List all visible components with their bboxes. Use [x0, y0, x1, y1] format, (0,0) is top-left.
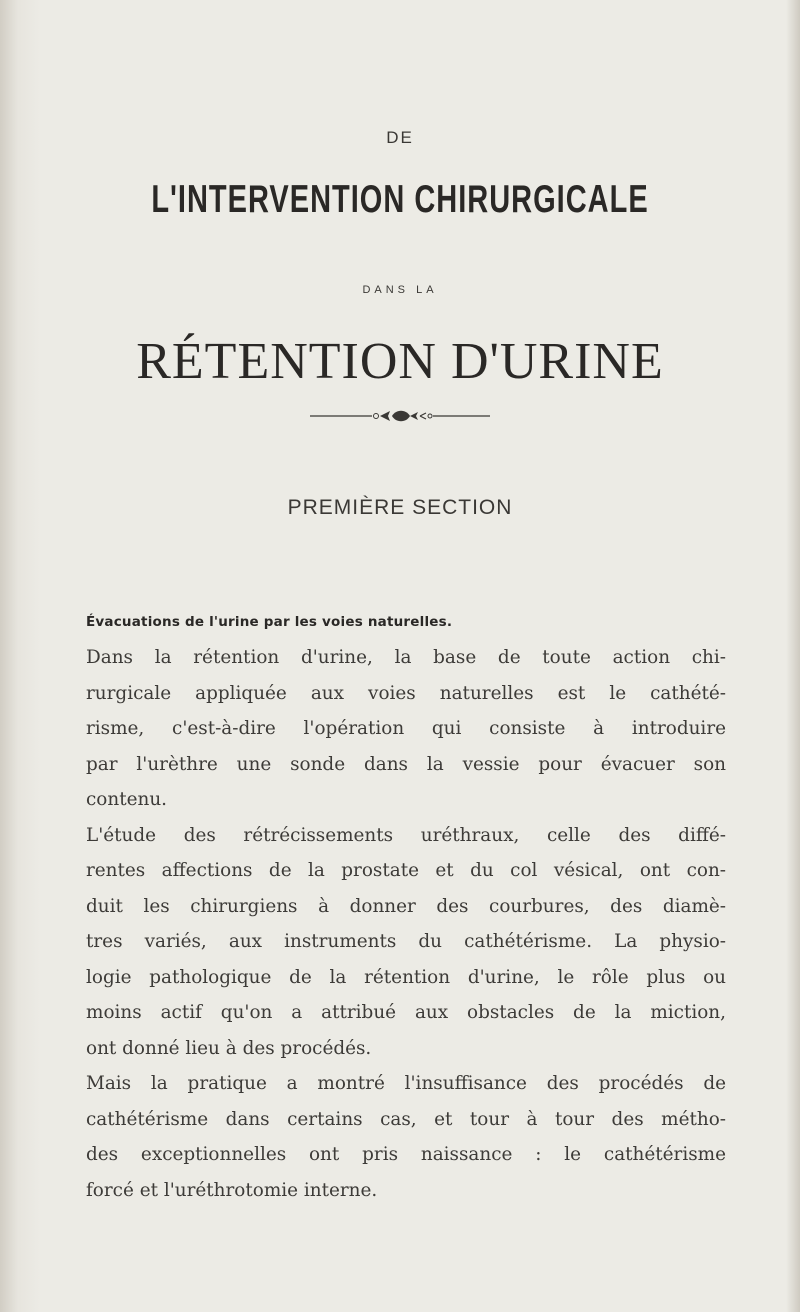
text-line: contenu.: [86, 789, 168, 810]
text-line: risme, c'est-à-dire l'opération qui consiste à introduire: [86, 718, 726, 739]
text-line: tres variés, aux instruments du cathétérisme. La physio-: [86, 931, 726, 952]
text-line: forcé et l'uréthrotomie interne.: [86, 1179, 378, 1201]
text-line: Mais la pratique a montré l'insuffisance des procédés de: [86, 1073, 726, 1094]
text-line: par l'urèthre une sonde dans la vessie pour évacuer son: [86, 753, 726, 775]
text-line: Dans la rétention d'urine, la base de toute action chi-: [86, 647, 726, 668]
section-heading: PREMIÈRE SECTION: [287, 496, 513, 519]
text-line: logie pathologique de la rétention d'urine, le rôle plus ou: [86, 966, 726, 988]
title-de: DE: [386, 128, 414, 147]
text-line: rentes affections de la prostate et du col vésical, ont con-: [86, 860, 726, 881]
body-text: [86, 640, 726, 1208]
text-line: L'étude des rétrécissements uréthraux, celle des diffé-: [86, 824, 726, 846]
text-line: des exceptionnelles ont pris naissance : le cathétérisme: [86, 1144, 726, 1165]
text-line: duit les chirurgiens à donner des courbures, des diamè-: [86, 895, 726, 917]
main-title: L'INTERVENTION CHIRURGICALE: [151, 178, 649, 222]
fleuron-divider-icon: [310, 408, 490, 424]
text-line: ont donné lieu à des procédés.: [86, 1037, 372, 1059]
text-line: rurgicale appliquée aux voies naturelles est le cathété-: [86, 682, 726, 704]
text-line: moins actif qu'on a attribué aux obstacles de la miction,: [86, 1002, 726, 1023]
section-subtitle: Évacuations de l'urine par les voies naturelles.: [86, 614, 453, 630]
title-dans-la: DANS LA: [362, 284, 438, 296]
text-line: cathétérisme dans certains cas, et tour à tour des métho-: [86, 1108, 726, 1130]
title-retention: RÉTENTION D'URINE: [136, 333, 664, 390]
